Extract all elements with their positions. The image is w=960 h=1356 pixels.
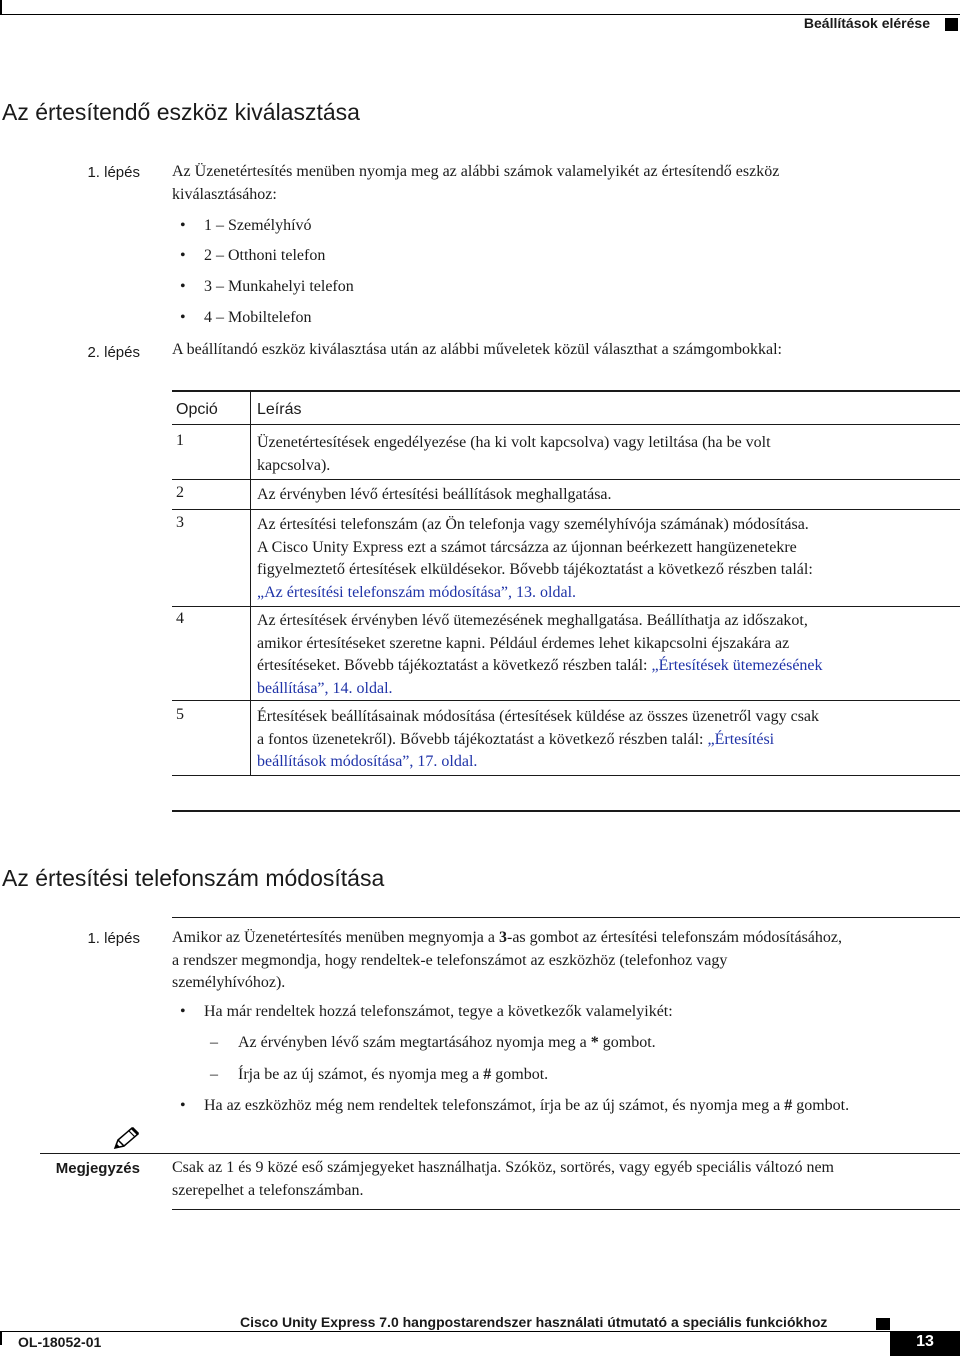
table-header-rule [172,424,960,425]
list-item: • 2 – Otthoni telefon [180,247,326,264]
step-rule [172,917,960,918]
footer-marker [876,1318,890,1330]
table-row-rule [172,700,960,701]
table-row-number: 4 [176,610,184,627]
sub-list-item: – Az érvényben lévő szám megtartásához nyomja meg a * gombot. [210,1034,656,1051]
table-row-description: Üzenetértesítések engedélyezése (ha ki volt kapcsolva) vagy letiltása (ha be volt kapcsolva). [257,434,771,474]
list-item: • 3 – Munkahelyi telefon [180,278,354,295]
table-header-description: Leírás [257,401,302,418]
cross-reference-link[interactable]: „Az értesítési telefonszám módosítása”, 13. oldal. [257,583,577,601]
cross-reference-link[interactable]: „Értesítési [707,730,775,748]
cross-reference-link[interactable]: beállítások módosítása”, 17. oldal. [257,753,478,770]
table-row-number: 3 [176,514,184,531]
section-end-rule [172,810,960,812]
section-title: Az értesítési telefonszám módosítása [2,865,385,891]
table-bottom-rule [172,775,960,776]
table-column-divider [250,392,251,775]
header-tick [0,0,2,14]
step-text: Az Üzenetértesítés menüben nyomja meg az alábbi számok valamelyikét az értesítendő eszköz kiválasztásához: [172,163,780,203]
section-title: Az értesítendő eszköz kiválasztása [2,99,360,125]
table-row-rule [172,479,960,480]
note-label: Megjegyzés [55,1160,140,1177]
step-text: Amikor az Üzenetértesítés menüben megnyomja a 3-as gombot az értesítési telefonszám módosításához, a rendszer megmondja, hogy rendeltek-e telefonszámot az eszközhöz (telefonhoz vagy személyhívóhoz). [172,929,843,991]
list-item: • Ha már rendeltek hozzá telefonszámot, tegye a következők valamelyikét: [180,1003,673,1020]
table-top-rule [172,390,960,392]
table-row-rule [172,509,960,510]
footer-title: Cisco Unity Express 7.0 hangpostarendszer használati útmutató a speciális funkciókhoz [240,1314,828,1330]
footer-document-id: OL-18052-01 [18,1334,102,1350]
table-header-option: Opció [176,401,218,418]
running-header-title: Beállítások elérése [803,15,930,31]
step-text: A beállítandó eszköz kiválasztása után az alábbi műveletek közül választhat a számgombokkal: [172,341,782,358]
list-item: • 1 – Személyhívó [180,217,312,234]
sub-list-item: – Írja be az új számot, és nyomja meg a # gombot. [210,1066,549,1083]
list-item: • Ha az eszközhöz még nem rendeltek telefonszámot, írja be az új számot, és nyomja meg a # gombot. [180,1097,850,1114]
table-row-description: Az értesítési telefonszám (az Ön telefonja vagy személyhívója számának) módosítása. A Cisco Unity Express ezt a számot tárcsázza az újonnan beérkezett hangüzenetekre figyelmeztető értesítések elküldésekor. Bővebb tájékoztatást a következő részben talál: „Az értesítési telefonszám módosítása”, 13. oldal. [257,516,813,601]
note-end-rule [172,1209,960,1210]
note-text: Csak az 1 és 9 közé eső számjegyeket használhatja. Szóköz, sortörés, vagy egyéb speciális változó nem szerepelhet a telefonszámban. [172,1159,834,1199]
step-label: 2. lépés [87,344,140,361]
step-label: 1. lépés [87,164,140,181]
table-row-rule [172,606,960,607]
list-item: • 4 – Mobiltelefon [180,309,312,326]
table-row-description: Az értesítések érvényben lévő ütemezésének meghallgatása. Beállíthatja az időszakot, amikor értesítéseket szeretne kapni. Például érdemes lehet kikapcsolni éjszakára az értesítéseket. Bővebb tájékoztatást a következő részben talál: „Értesítések ütemezésének beállítása”, 14. oldal. [257,612,823,697]
step-label: 1. lépés [87,930,140,947]
cross-reference-link[interactable]: „Értesítések ütemezésének [651,657,823,674]
header-marker [945,18,958,31]
table-row-number: 5 [176,706,184,723]
note-rule [40,1153,960,1154]
cross-reference-link[interactable]: beállítása”, 14. oldal. [257,679,393,697]
footer-rule [0,1331,960,1332]
table-row-number: 1 [176,432,184,449]
table-row-number: 2 [176,484,184,501]
table-row-description: Az érvényben lévő értesítési beállítások meghallgatása. [257,486,612,503]
pencil-note-icon [112,1126,142,1152]
table-row-description: Értesítések beállításainak módosítása (értesítések küldése az összes üzenetről vagy csak a fontos üzenetekről). Bővebb tájékoztatást a következő részben talál: „Értesítési beállítások módosítása”, 17. oldal. [257,708,820,770]
page-number: 13 [916,1333,934,1350]
footer-tick [0,1331,2,1345]
